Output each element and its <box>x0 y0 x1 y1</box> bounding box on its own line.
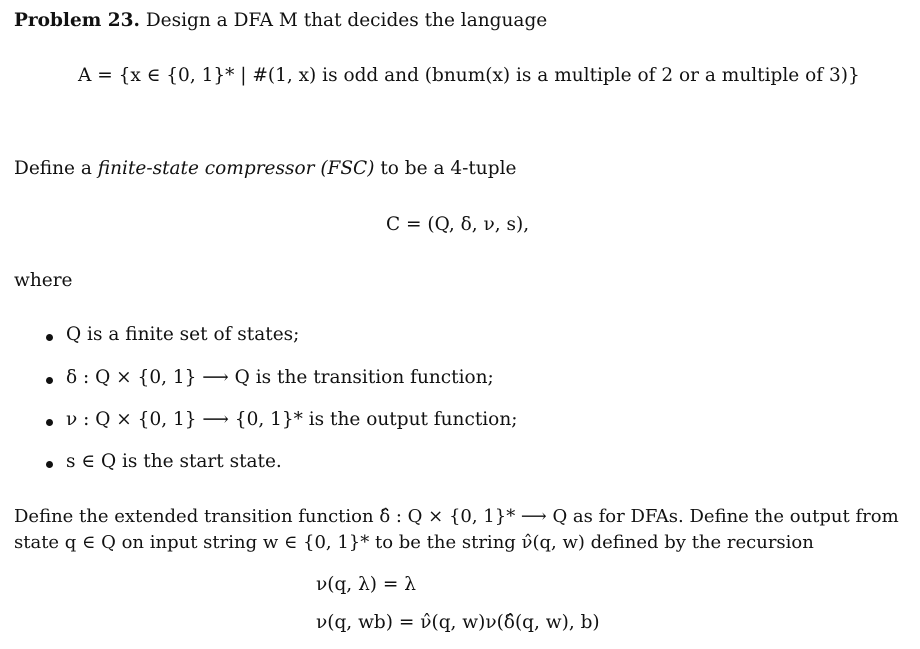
bullet-marker <box>46 419 53 426</box>
recursion-step: ν(q, wb) = ν̂(q, w)ν(δ̂(q, w), b) <box>316 612 600 633</box>
language-definition: A = {x ∈ {0, 1}* | #(1, x) is odd and (bnum(x) is a multiple of 2 or a multiple of 3)} <box>78 65 860 86</box>
problem-label: Problem 23. <box>14 10 140 31</box>
list-item: δ : Q × {0, 1} ⟶ Q is the transition function; <box>66 367 494 388</box>
extended-definition-line-2: state q ∈ Q on input string w ∈ {0, 1}* to be the string ν̂(q, w) defined by the recursion <box>14 532 814 553</box>
problem-heading <box>14 10 547 32</box>
bullet-marker <box>46 334 53 341</box>
list-item: ν : Q × {0, 1} ⟶ {0, 1}* is the output function; <box>66 409 518 430</box>
bullet-marker <box>46 461 53 468</box>
fsc-intro-term: finite-state compressor (FSC) <box>97 158 375 179</box>
list-item: Q is a finite set of states; <box>66 324 300 345</box>
problem-text: Design a DFA M that decides the language <box>145 10 548 31</box>
fsc-intro-post: to be a 4-tuple <box>374 158 517 179</box>
fsc-tuple: C = (Q, δ, ν, s), <box>386 214 530 235</box>
extended-definition-line-1: Define the extended transition function δ̂ : Q × {0, 1}* ⟶ Q as for DFAs. Define the output from <box>14 506 899 527</box>
bullet-marker <box>46 377 53 384</box>
fsc-intro <box>14 158 516 180</box>
where-label: where <box>14 270 73 291</box>
fsc-intro-pre: Define a <box>14 158 98 179</box>
recursion-base-case: ν(q, λ) = λ <box>316 574 416 595</box>
list-item: s ∈ Q is the start state. <box>66 451 282 472</box>
